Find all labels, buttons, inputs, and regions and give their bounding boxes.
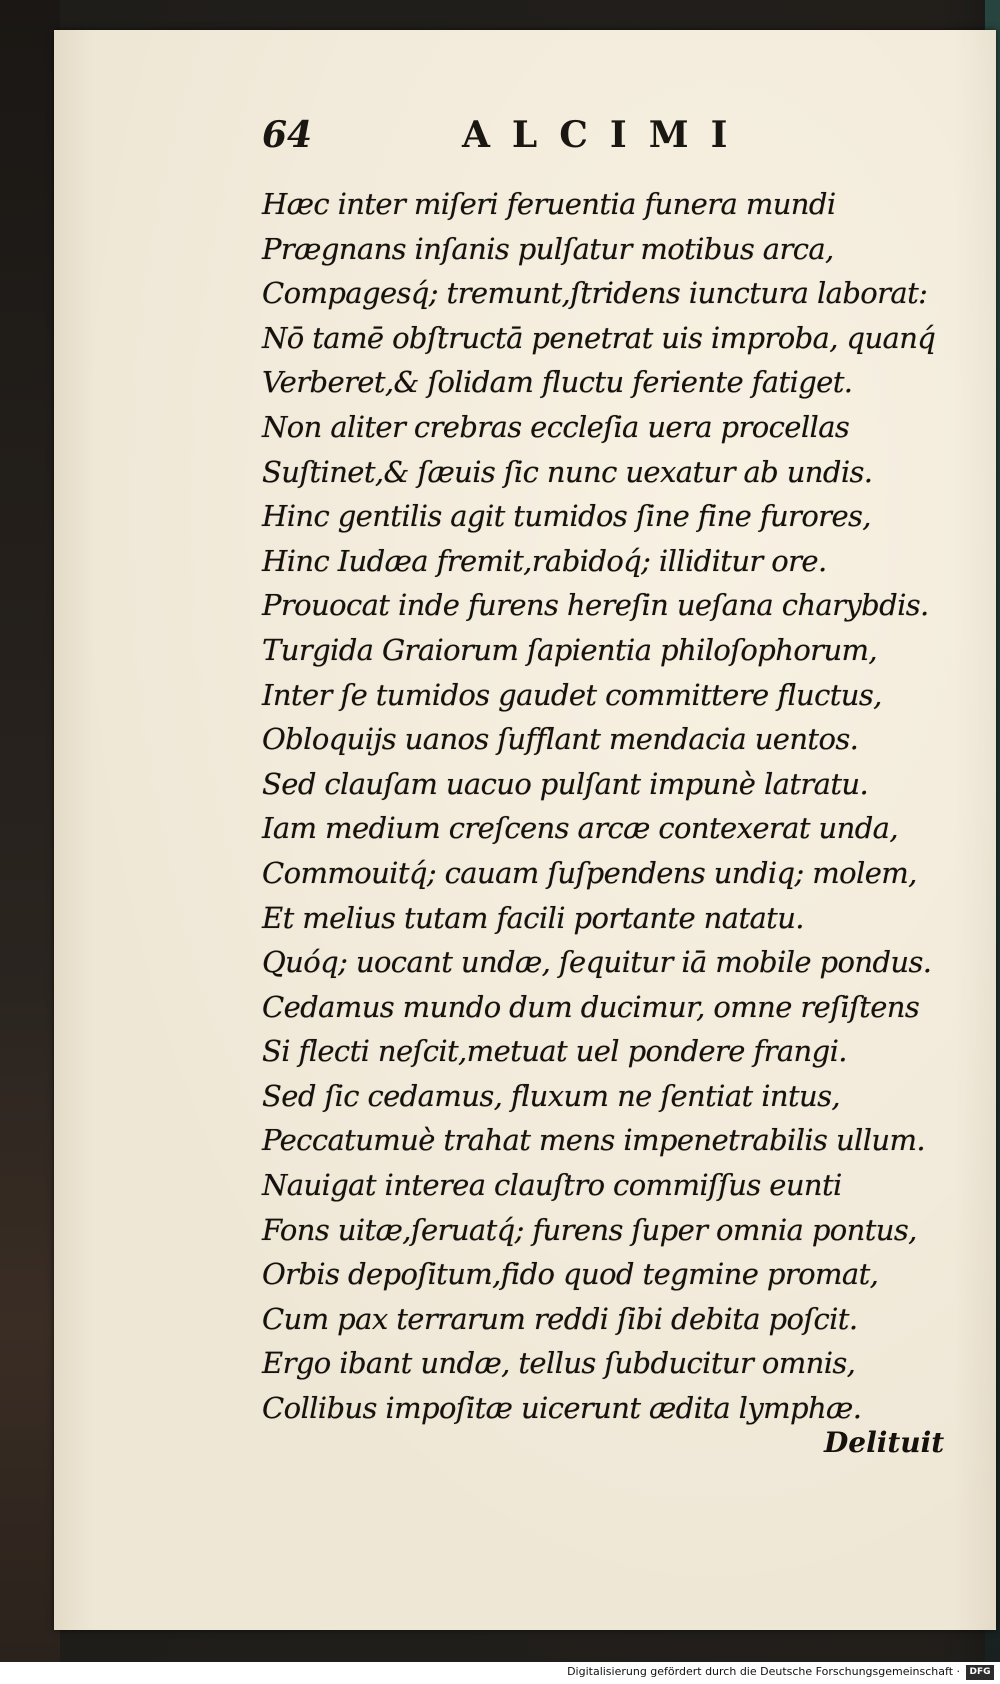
digitization-credit-bar xyxy=(0,1662,1000,1684)
verse-line: Quóq; uocant undæ, ſequitur iā mobile pondus. xyxy=(262,945,932,980)
verse-text-block xyxy=(262,182,982,1431)
verse-line: Verberet,& ſolidam fluctu feriente fatiget. xyxy=(262,365,853,400)
verse-line: Hinc gentilis agit tumidos ſine fine furores, xyxy=(262,499,871,534)
verse-line: Fons uitæ,ſeruatq́; furens ſuper omnia pontus, xyxy=(262,1212,917,1247)
verse-line: Ergo ibant undæ, tellus ſubducitur omnis, xyxy=(262,1346,856,1381)
book-page xyxy=(54,30,996,1630)
verse-line: Inter ſe tumidos gaudet committere fluctus, xyxy=(262,677,882,712)
verse-line: Compagesq́; tremunt,ſtridens iunctura laborat: xyxy=(262,276,928,311)
verse-line: Sed clauſam uacuo pulſant impunè latratu. xyxy=(262,766,869,801)
verse-line: Turgida Graiorum ſapientia philoſophorum, xyxy=(262,632,878,667)
verse-line: Cedamus mundo dum ducimur, omne reſiſtens xyxy=(262,989,920,1024)
verse-line: Nauigat interea clauſtro commiſſus eunti xyxy=(262,1168,842,1203)
verse-line: Sed ſic cedamus, fluxum ne ſentiat intus, xyxy=(262,1078,840,1113)
verse-line: Si flecti neſcit,metuat uel pondere frangi. xyxy=(262,1034,847,1069)
running-title: ALCIMI xyxy=(462,114,750,156)
dfg-logo-icon: DFG xyxy=(966,1665,994,1680)
verse-line: Iam medium creſcens arcæ contexerat unda, xyxy=(262,811,898,846)
verse-line: Hinc Iudæa fremit,rabidoq́; illiditur ore. xyxy=(262,543,827,578)
running-head xyxy=(262,114,782,164)
verse-line: Collibus impoſitæ uicerunt ædita lymphæ. xyxy=(262,1391,862,1426)
verse-line: Hæc inter miſeri feruentia funera mundi xyxy=(262,187,836,221)
verse-line: Commouitq́; cauam ſuſpendens undiq; molem, xyxy=(262,855,917,890)
verse-line: Orbis depoſitum,fido quod tegmine promat, xyxy=(262,1257,879,1292)
verse-line: Et melius tutam facili portante natatu. xyxy=(262,900,804,935)
verse-line: Peccatumuè trahat mens impenetrabilis ullum. xyxy=(262,1123,925,1158)
page-number: 64 xyxy=(262,114,313,156)
verse-line: Cum pax terrarum reddi ſibi debita poſcit. xyxy=(262,1301,858,1336)
catchword: Delituit xyxy=(824,1426,945,1459)
funding-credit-text: Digitalisierung gefördert durch die Deutsche Forschungsgemeinschaft · xyxy=(567,1665,960,1678)
verse-line: Suſtinet,& ſæuis ſic nunc uexatur ab undis. xyxy=(262,454,873,489)
verse-line: Prægnans inſanis pulſatur motibus arca, xyxy=(262,231,834,266)
verse-line: Non aliter crebras eccleſia uera procellas xyxy=(262,409,850,444)
book-binding-shadow xyxy=(0,0,60,1662)
verse-line: Obloquijs uanos ſufflant mendacia uentos. xyxy=(262,722,859,757)
verse-line: Prouocat inde furens hereſin ueſana charybdis. xyxy=(262,588,929,623)
verse-line: Nō tamē obſtructā penetrat uis improba, quanq́ xyxy=(262,320,936,355)
